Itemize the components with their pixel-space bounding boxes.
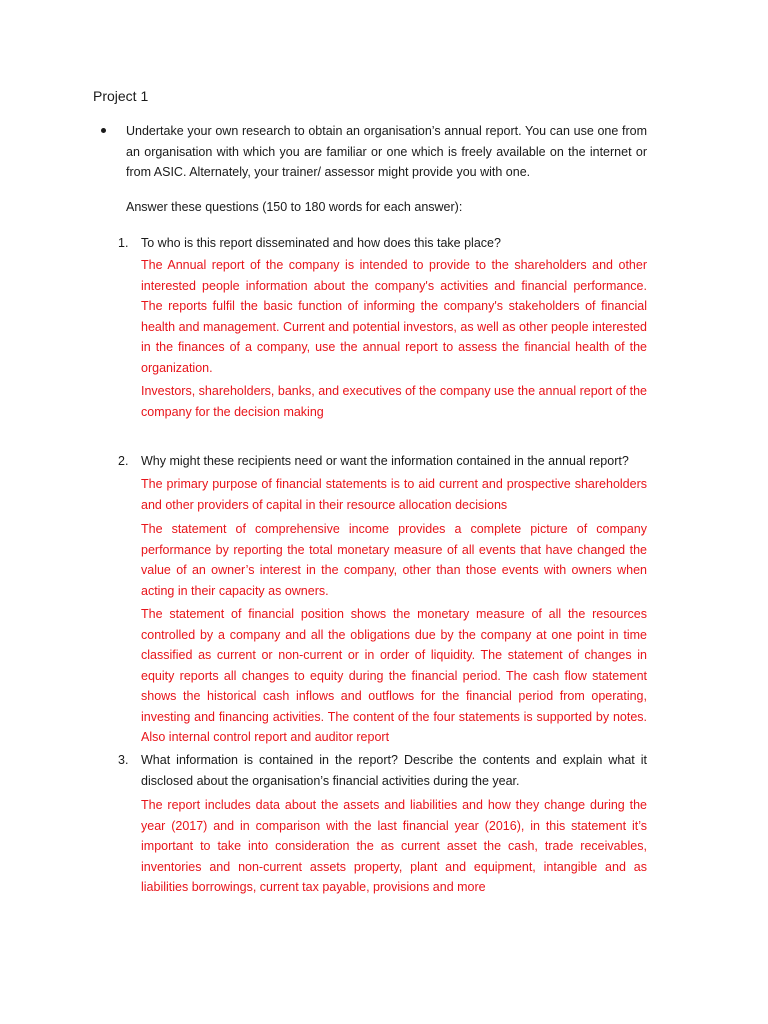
bullet-icon [101, 128, 106, 133]
answer-2-paragraph-1: The primary purpose of financial statements is to aid current and prospective shareholders and other providers of capital in their resource allocation decisions [141, 477, 647, 512]
answer-2-paragraph-2: The statement of comprehensive income provides a complete picture of company performance by reporting the total monetary measure of all events that have changed the value of an owner’s interest in the company, other than those events with owners when acting in their capacity as owners. [141, 522, 647, 598]
answer-3-paragraph-1: The report includes data about the assets and liabilities and how they change during the year (2017) and in comparison with the last financial year (2016), in this statement it’s important to take into consideration the as current asset the cash, trade receivables, inventories and non-current assets property, plant and equipment, intangible and as liabilities borrowings, current tax payable, provisions and more [141, 798, 647, 894]
instruction-text: Answer these questions (150 to 180 words for each answer): [126, 200, 463, 214]
answer-1-paragraph-1: The Annual report of the company is intended to provide to the shareholders and other interested people information about the company's activities and financial performance. The reports fulfil the basic function of informing the company's stakeholders of financial health and management. Current and potential investors, as well as other people interested in the finances of a company, use the annual report to assess the financial health of the organization. [141, 258, 647, 375]
answer-1-paragraph-2: Investors, shareholders, banks, and executives of the company use the annual report of the company for the decision making [141, 384, 647, 419]
question-3-text: What information is contained in the report? Describe the contents and explain what it disclosed about the organisation’s financial activities during the year. [141, 753, 647, 788]
question-3-number: 3. [118, 753, 129, 767]
question-1-number: 1. [118, 236, 129, 250]
intro-paragraph: Undertake your own research to obtain an organisation’s annual report. You can use one from an organisation with which you are familiar or one which is freely available on the internet or from ASIC. Alternately, your trainer/ assessor might provide you with one. [126, 124, 647, 179]
question-2-number: 2. [118, 454, 129, 468]
question-2-text: Why might these recipients need or want the information contained in the annual report? [141, 454, 629, 468]
question-1-text: To who is this report disseminated and how does this take place? [141, 236, 501, 250]
page-title: Project 1 [93, 88, 149, 104]
answer-2-paragraph-3: The statement of financial position shows the monetary measure of all the resources controlled by a company and all the obligations due by the company at one point in time classified as current or non-current or in order of liquidity. The statement of changes in equity reports all changes to equity during the financial period. The cash flow statement shows the historical cash inflows and outflows for the financial period from operating, investing and financing activities. The content of the four statements is supported by notes. Also internal control report and auditor report [141, 607, 647, 744]
